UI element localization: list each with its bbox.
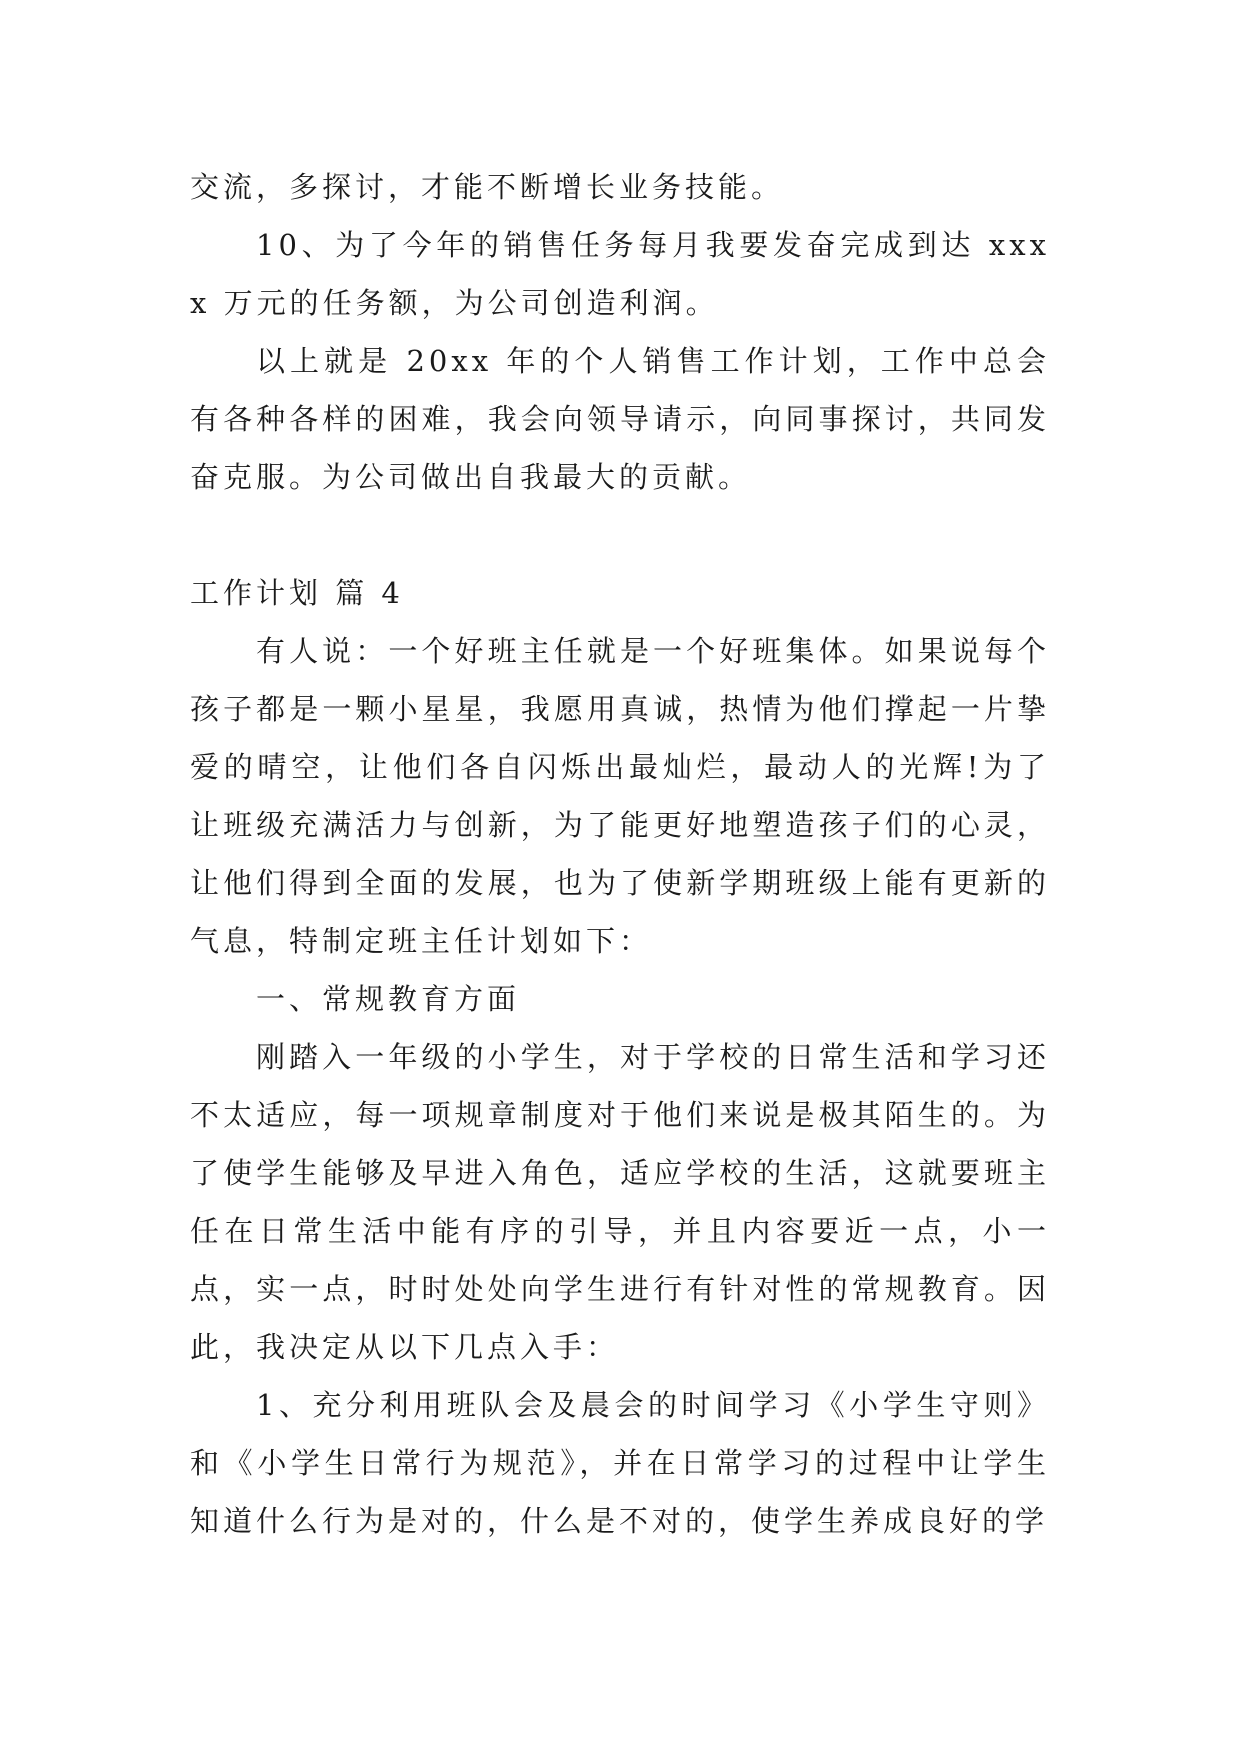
paragraph-item-10: 10、为了今年的销售任务每月我要发奋完成到达 xxxx 万元的任务额，为公司创造利润。 bbox=[190, 228, 1050, 320]
paragraph-summary: 以上就是 20xx 年的个人销售工作计划，工作中总会有各种各样的困难，我会向领导请示，向同事探讨，共同发奋克服。为公司做出自我最大的贡献。 bbox=[190, 344, 1050, 494]
paragraph-continuation: 交流，多探讨，才能不断增长业务技能。 bbox=[190, 170, 785, 204]
section-spacer bbox=[190, 506, 1050, 564]
paragraph-routine-education: 刚踏入一年级的小学生，对于学校的日常生活和学习还不太适应，每一项规章制度对于他们来说是极其陌生的。为了使学生能够及早进入角色，适应学校的生活，这就要班主任在日常生活中能有序的引导，并且内容要近一点，小一点，实一点，时时处处向学生进行有针对性的常规教育。因此，我决定从以下几点入手： bbox=[190, 1040, 1050, 1364]
paragraph-intro: 有人说：一个好班主任就是一个好班集体。如果说每个孩子都是一颗小星星，我愿用真诚，热情为他们撑起一片挚爱的晴空，让他们各自闪烁出最灿烂，最动人的光辉!为了让班级充满活力与创新，为了能更好地塑造孩子们的心灵，让他们得到全面的发展，也为了使新学期班级上能有更新的气息，特制定班主任计划如下： bbox=[190, 634, 1050, 958]
section-heading: 工作计划 篇 4 bbox=[190, 576, 404, 610]
document-body bbox=[190, 158, 1050, 1550]
subheading-routine-education: 一、常规教育方面 bbox=[256, 982, 521, 1016]
paragraph-item-1: 1、充分利用班队会及晨会的时间学习《小学生守则》和《小学生日常行为规范》，并在日常学习的过程中让学生知道什么行为是对的，什么是不对的，使学生养成良好的学 bbox=[190, 1388, 1050, 1538]
